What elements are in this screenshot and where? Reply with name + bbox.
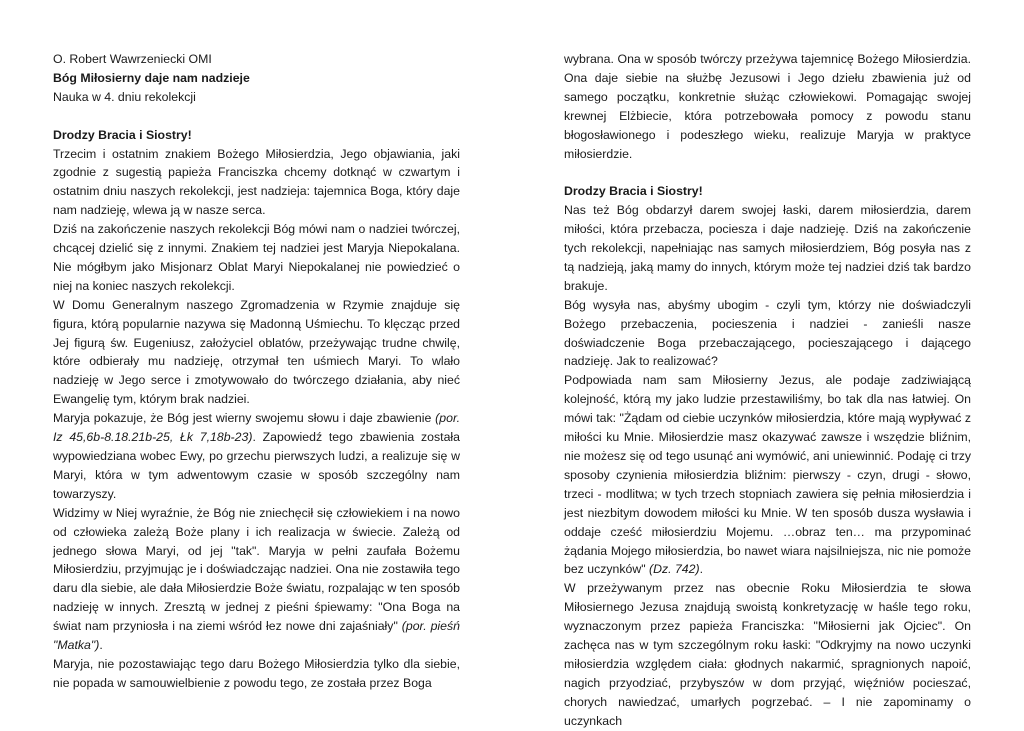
paragraph: Trzecim i ostatnim znakiem Bożego Miłosierdzia, Jego objawiania, jaki zgodnie z sugestią papieża Franciszka chcemy dotknąć w czwartym i ostatnim dniu naszych rekolekcji, jest nadzieja: tajemnica Boga, który daje nam nadzieję, wlewa ją w nasze serca. <box>53 146 460 218</box>
paragraph: Maryja, nie pozostawiając tego daru Bożego Miłosierdzia tylko dla siebie, nie popada w samouwielbienie z powodu tego, ze została przez Boga <box>53 656 460 690</box>
diary-reference: (Dz. 742) <box>649 562 700 577</box>
paragraph-text: . Zapowiedź tego zbawienia została wypowiedziana wobec Ewy, po grzechu pierwszych ludzi, a realizuje się w Maryi, która w tym adwentowym czasie w sposób szczególny nam towarzyszy. <box>53 430 460 501</box>
spacer <box>564 163 971 182</box>
scripture-reference: (por. Iz 45,6b-8.18.21b-25, Łk 7,18b-23) <box>53 411 460 445</box>
paragraph: W przeżywanym przez nas obecnie Roku Miłosierdzia te słowa Miłosiernego Jezusa znajdują swoistą konkretyzację w haśle tego roku, wyznaczonym przez papieża Franciszka: "Miłosierni jak Ojciec". On zachęca nas w tym szczególnym roku łaski: "Odkryjmy na nowo uczynki miłosierdzia względem ciała: głodnych nakarmić, spragnionych napoić, nagich przyodziać, przybyszów w dom przyjąć, więźniów pocieszać, chorych nawiedzać, umarłych pogrzebać. – I nie zapominamy o uczynkach <box>564 581 971 728</box>
paragraph: W Domu Generalnym naszego Zgromadzenia w Rzymie znajduje się figura, którą popularnie nazywa się Madonną Uśmiechu. To klęcząc przed Jej figurą św. Eugeniusz, założyciel oblatów, przeżywając trudne chwilę, które odbierały mu nadzieję, otrzymał ten uśmiech Maryi. To wlało nadzieję w Jego serce i zmotywowało do twórczego działania, aby nieć Ewangelię tym, którym brak nadziei. <box>53 297 460 407</box>
greeting-heading: Drodzy Bracia i Siostry! <box>53 127 192 142</box>
document-title: Bóg Miłosierny daje nam nadzieje <box>53 70 250 85</box>
paragraph <box>53 504 460 655</box>
paragraph: wybrana. Ona w sposób twórczy przeżywa tajemnicę Bożego Miłosierdzia. Ona daje siebie na służbę Jezusowi i Jego dziełu zbawienia już od samego początku, konkretnie służąc człowiekowi. Pomagając swojej krewnej Elżbiecie, która potrzebowała pomocy z powodu stanu błogosławionego i podeszłego wieku, realizuje Maryja w praktyce miłosierdzie. <box>564 52 971 161</box>
spacer <box>53 107 460 126</box>
paragraph <box>53 409 460 504</box>
paragraph: Dziś na zakończenie naszych rekolekcji Bóg mówi nam o nadziei twórczej, chcącej dzielić się z innymi. Znakiem tej nadziei jest Maryja Niepokalana. Nie mógłbym jako Misjonarz Oblat Maryi Niepokalanej nie powiedzieć o niej na koniec naszych rekolekcji. <box>53 222 460 293</box>
left-page <box>53 50 460 693</box>
paragraph <box>564 371 971 579</box>
paragraph-text: . <box>99 638 103 653</box>
author-line: O. Robert Wawrzeniecki OMI <box>53 52 212 66</box>
paragraph-text: Maryja pokazuje, że Bóg jest wierny swojemu słowu i daje zbawienie <box>53 411 436 426</box>
paragraph-text: Podpowiada nam sam Miłosierny Jezus, ale podaje zadziwiającą kolejność, którą my jako ludzie przestawiliśmy, bo tak dla nas łatwiej. On mówi tak: "Żądam od ciebie uczynków miłosierdzia, które mają wypływać z miłości ku Mnie. Miłosierdzie masz okazywać zawsze i wszędzie bliźnim, nie możesz się od tego usunąć ani wymówić, ani uniewinnić. Podaję ci trzy sposoby czynienia miłosierdzia bliźnim: pierwszy - czyn, drugi - słowo, trzeci - modlitwa; w tych trzech stopniach zawiera się pełnia miłosierdzia i jest niezbitym dowodem miłości ku Mnie. W ten sposób dusza wysławia i oddaje cześć miłosierdziu Mojemu. …obraz ten… ma przypominać żądania Mojego miłosierdzia, bo nawet wiara najsilniejsza, nic nie pomoże bez uczynków" <box>564 373 971 577</box>
document-subtitle: Nauka w 4. dniu rekolekcji <box>53 89 196 104</box>
paragraph: Nas też Bóg obdarzył darem swojej łaski, darem miłosierdzia, darem miłości, która przebacza, pociesza i daje nadzieję. Dziś na zakończenie tych rekolekcji, napełniając nas samych miłosierdziem, Bóg posyła nas z tą nadzieją, jaką mamy do innych, którym może tej nadziei dziś tak bardzo brakuje. <box>564 203 971 293</box>
song-reference: (por. pieśń "Matka") <box>53 619 460 653</box>
paragraph-text: Widzimy w Niej wyraźnie, że Bóg nie zniechęcił się człowiekiem i na nowo od człowieka zależą Boże plany i ich realizacja w świecie. Zależą od jednego słowa Maryi, od jej "tak". Maryja w pełni zaufała Bożemu Miłosierdziu, przyjmując je i doświadczając nadziei. Ona nie zostawiła tego daru dla siebie, ale dała Miłosierdzie Boże światu, rozpalając w ten sposób nadzieję w innych. Zresztą w jednej z pieśni śpiewamy: "Ona Boga na świat nam przyniosła i na ziemi wśród łez nowe dni zajaśniały" <box>53 505 460 634</box>
paragraph: Bóg wysyła nas, abyśmy ubogim - czyli tym, którzy nie doświadczyli Bożego przebaczenia, pocieszenia i nadziei - zanieśli nasze doświadczenie Boga przebaczającego, pocieszającego i dającego nadzieję. Jak to realizować? <box>564 297 971 369</box>
greeting-heading: Drodzy Bracia i Siostry! <box>564 184 703 199</box>
right-page <box>564 50 971 731</box>
paragraph-text: . <box>699 562 704 577</box>
